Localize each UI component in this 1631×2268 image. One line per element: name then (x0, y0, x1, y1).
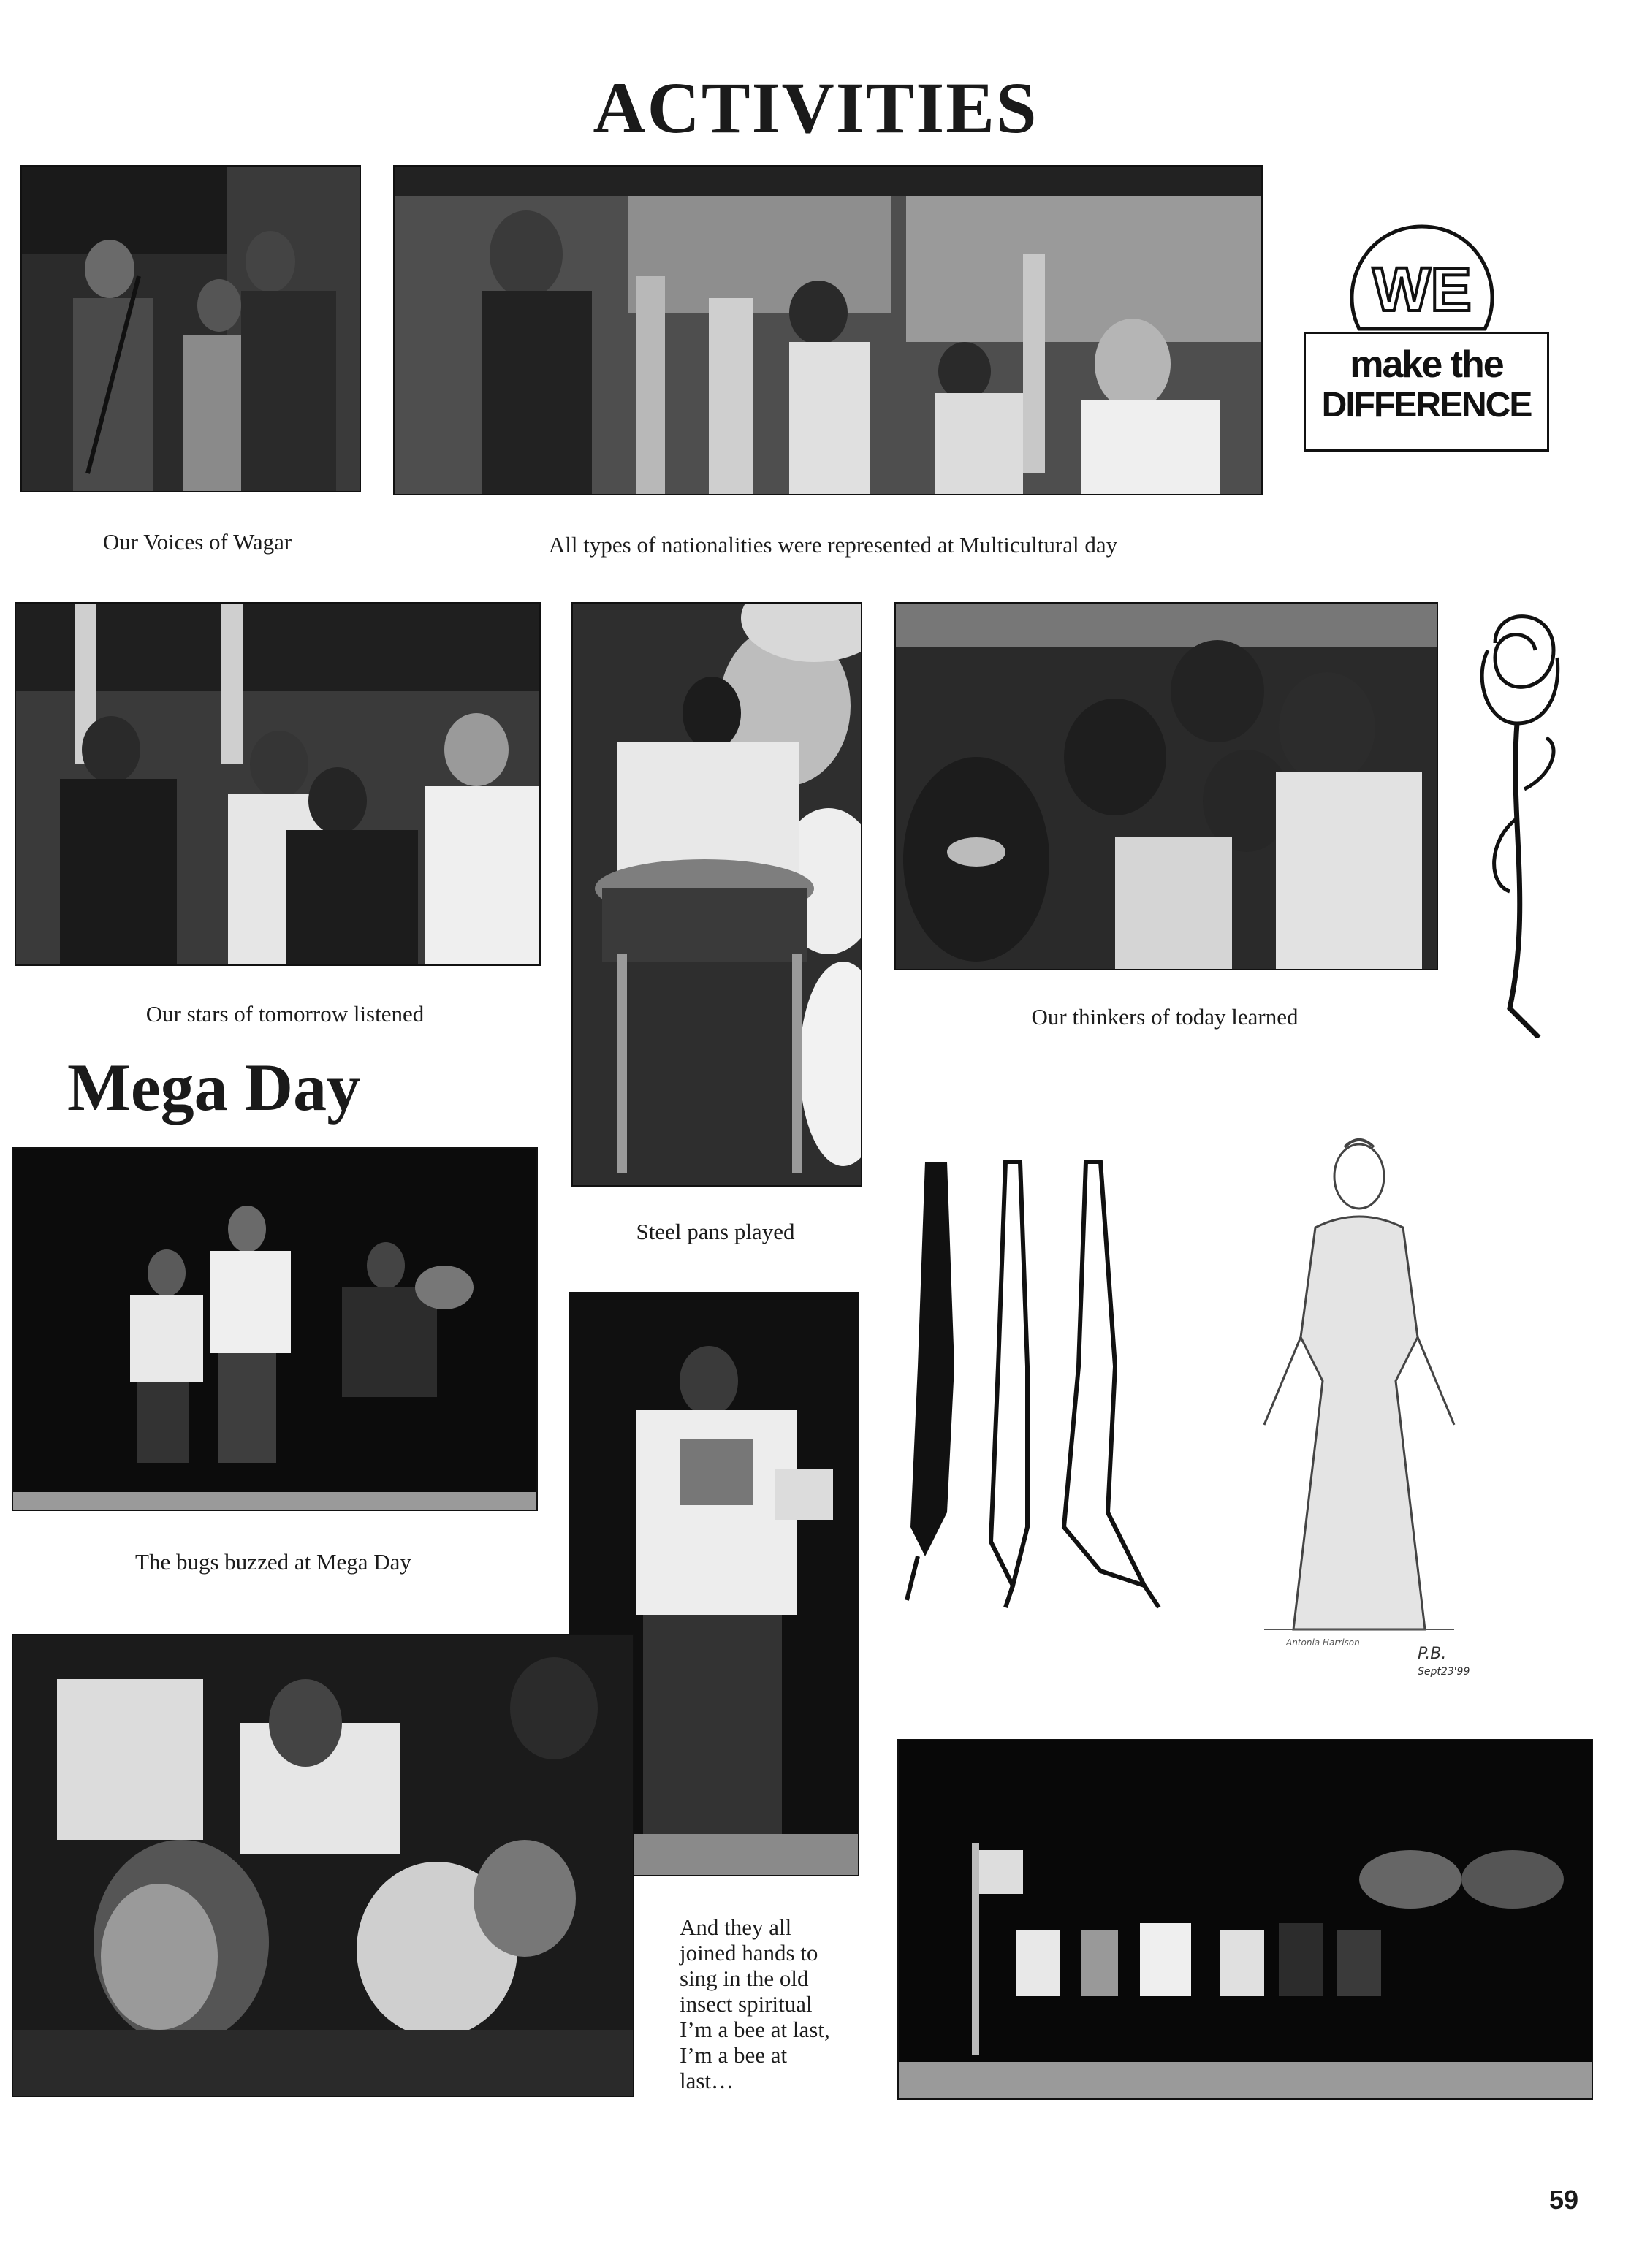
photo-bugs-buzzed (12, 1147, 538, 1511)
svg-text:WE: WE (1372, 255, 1472, 324)
caption-stars: Our stars of tomorrow listened (145, 1001, 425, 1027)
poem-line: And they all (680, 1914, 792, 1940)
caption-steel-pans: Steel pans played (636, 1219, 795, 1244)
caption-multicultural: All types of nationalities were represented at Multicultural day (548, 532, 1118, 558)
photo-multicultural-day (393, 165, 1263, 495)
logo-line-1: make the (1350, 343, 1503, 386)
rose-drawing-icon (1466, 599, 1568, 1038)
caption-thinkers: Our thinkers of today learned (1031, 1004, 1299, 1030)
poem-line: joined hands to (680, 1940, 818, 1966)
logo-line-2: DIFFERENCE (1321, 386, 1532, 425)
poem-line: I’m a bee at last, (680, 2017, 830, 2042)
poem-line: I’m a bee at (680, 2042, 788, 2068)
photo-stars-of-tomorrow (15, 602, 541, 966)
caption-bugs: The bugs buzzed at Mega Day (135, 1549, 411, 1575)
photo-steel-pans (571, 602, 862, 1187)
photo-voices-of-wagar (20, 165, 361, 492)
photo-thinkers-of-today (894, 602, 1438, 970)
svg-text:P.B.: P.B. (1418, 1645, 1447, 1663)
page-title: ACTIVITIES (593, 67, 1038, 148)
poem-line: sing in the old (680, 1966, 809, 1991)
photo-stage-performance (897, 1739, 1593, 2100)
poem-line: insect spiritual (680, 1991, 813, 2017)
svg-text:Sept23'99: Sept23'99 (1418, 1666, 1470, 1678)
svg-text:Antonia Harrison: Antonia Harrison (1286, 1637, 1360, 1648)
page-number: 59 (1548, 2185, 1578, 2215)
we-logo-icon (1337, 219, 1507, 345)
section-title-mega-day: Mega Day (67, 1050, 361, 1125)
caption-voices: Our Voices of Wagar (102, 529, 292, 555)
claw-marks-drawing-icon (903, 1147, 1166, 1615)
photo-crowd-of-students (12, 1634, 634, 2097)
difference-logo (1304, 332, 1549, 452)
poem-line: last… (680, 2068, 734, 2093)
gown-figure-sketch-icon (1235, 1118, 1483, 1681)
poem-text (680, 1914, 862, 2093)
